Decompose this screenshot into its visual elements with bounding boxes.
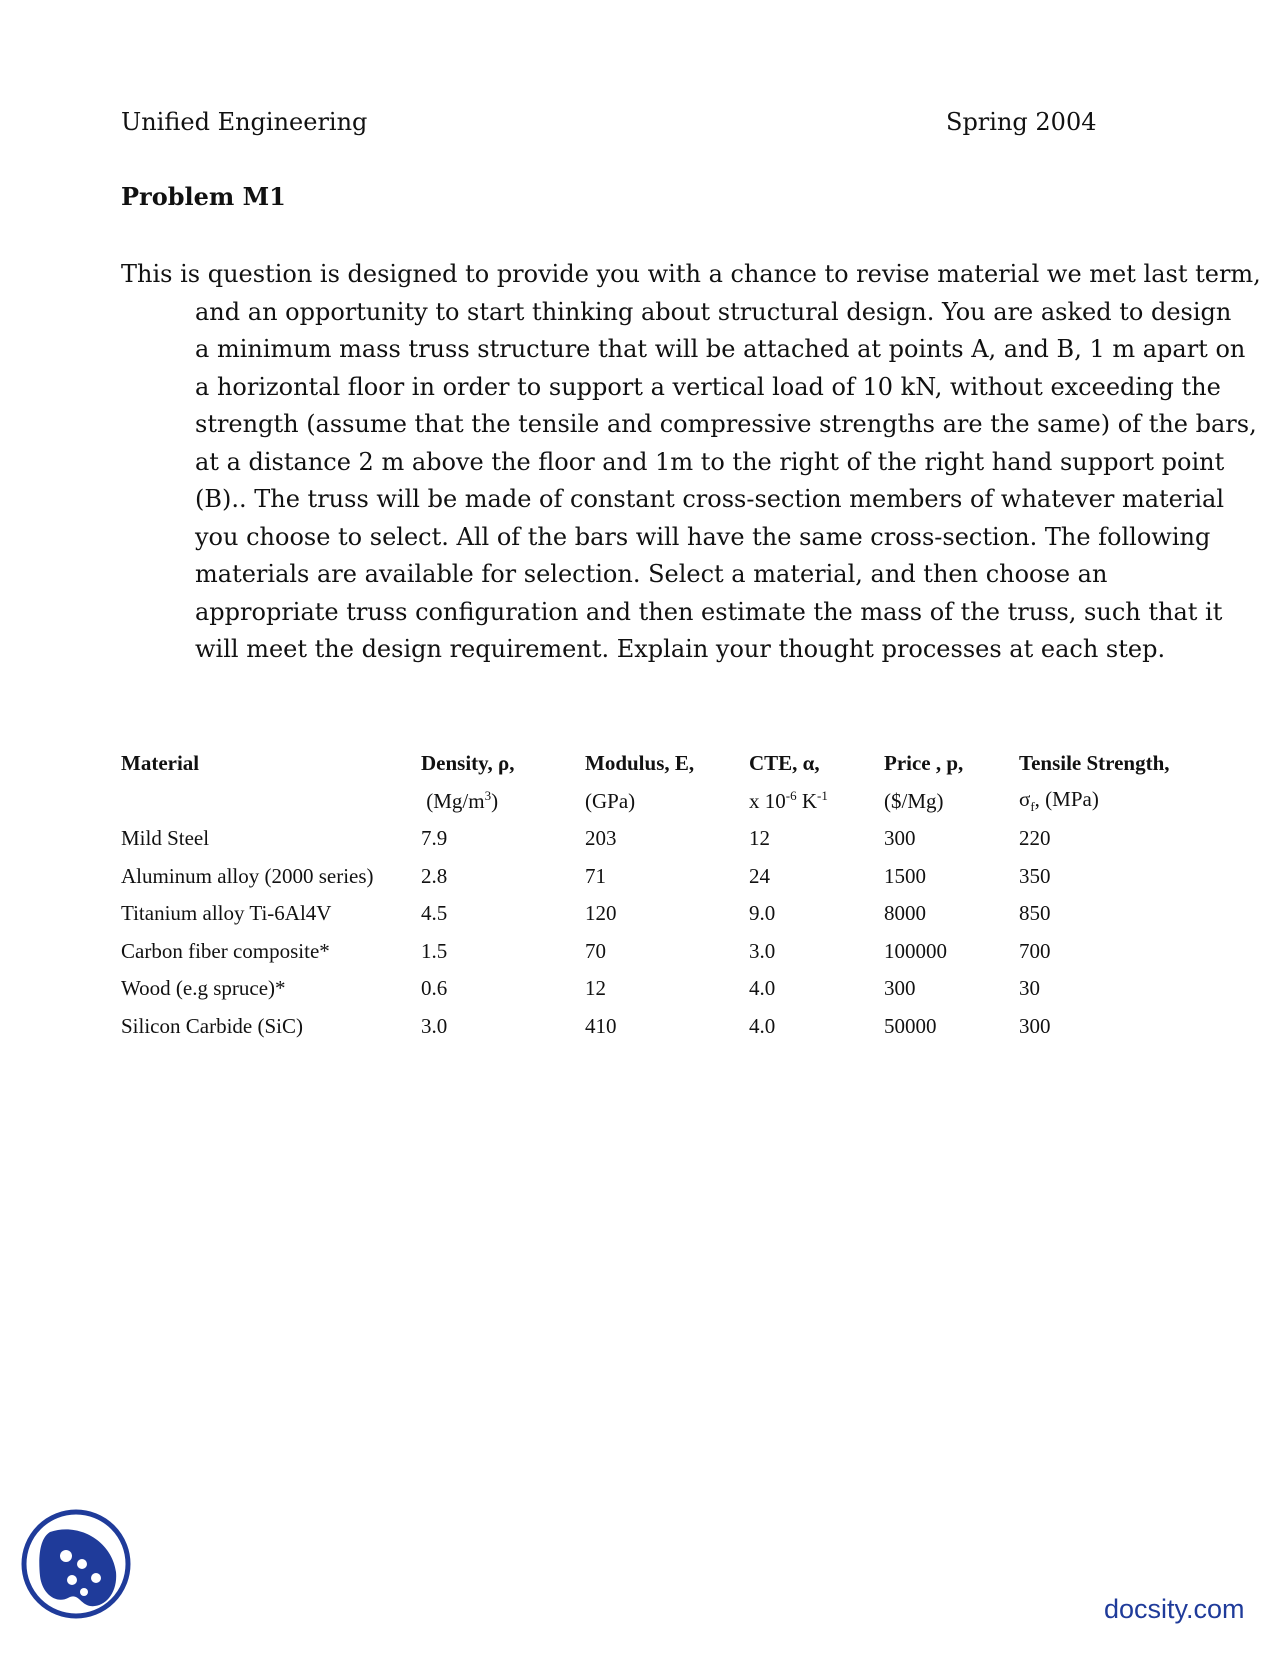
cell-strength: 220 bbox=[1019, 826, 1051, 851]
header-price: Price , p, bbox=[884, 751, 964, 776]
problem-statement bbox=[121, 256, 1261, 669]
problem-line: will meet the design requirement. Explain your thought processes at each step. bbox=[195, 635, 1166, 663]
table-row bbox=[121, 820, 1199, 858]
cell-density: 4.5 bbox=[421, 901, 448, 926]
problem-title: Problem M1 bbox=[121, 182, 286, 211]
cell-material: Carbon fiber composite* bbox=[121, 938, 330, 963]
problem-line: a horizontal floor in order to support a vertical load of 10 kN, without exceeding the bbox=[195, 372, 1221, 401]
cell-modulus: 410 bbox=[585, 1013, 617, 1038]
course-title: Unified Engineering bbox=[121, 108, 368, 136]
unit-strength: $\sigma_f$, (MPa) bbox=[1019, 787, 1099, 815]
table-row bbox=[121, 895, 1199, 933]
table-header-row bbox=[121, 745, 1199, 783]
problem-line: This is question is designed to provide you with a chance to revise material we met last term, bbox=[121, 260, 1261, 288]
unit-price: ($/Mg) bbox=[884, 788, 944, 813]
unit-modulus: (GPa) bbox=[585, 788, 636, 813]
cell-strength: 30 bbox=[1019, 976, 1040, 1001]
unit-density: $(Mg/m^3)$ bbox=[426, 788, 499, 814]
cell-modulus: 203 bbox=[585, 826, 617, 851]
cell-material: Wood (e.g spruce)* bbox=[121, 976, 286, 1001]
problem-line: a minimum mass truss structure that will be attached at points A, and B, 1 m apart on bbox=[195, 335, 1246, 363]
unit-material bbox=[121, 783, 421, 821]
unit-cte: x $10^{-6}$ $K^{-1}$ bbox=[749, 788, 828, 814]
cell-strength: 350 bbox=[1019, 863, 1051, 888]
cell-density: 7.9 bbox=[421, 826, 448, 851]
problem-line: at a distance 2 m above the floor and 1m to the right of the right hand support point bbox=[195, 447, 1225, 476]
cell-material: Aluminum alloy (2000 series) bbox=[121, 863, 374, 888]
header-strength: Tensile Strength, bbox=[1019, 751, 1170, 776]
cell-density: 3.0 bbox=[421, 1013, 448, 1038]
table-units-row bbox=[121, 783, 1199, 821]
docsity-logo-icon[interactable] bbox=[20, 1508, 132, 1620]
cell-price: 100000 bbox=[884, 938, 947, 963]
cell-cte: 3.0 bbox=[749, 938, 776, 963]
table-row bbox=[121, 933, 1199, 971]
cell-price: 50000 bbox=[884, 1013, 937, 1038]
materials-table bbox=[121, 745, 1199, 1045]
cell-cte: 24 bbox=[749, 863, 770, 888]
header-density: Density, ρ, bbox=[421, 751, 515, 776]
cell-material: Mild Steel bbox=[121, 826, 210, 851]
cell-price: 300 bbox=[884, 976, 916, 1001]
docsity-link[interactable]: docsity.com bbox=[1104, 1594, 1245, 1624]
problem-line: appropriate truss configuration and then estimate the mass of the truss, such that it bbox=[195, 597, 1223, 626]
cell-modulus: 120 bbox=[585, 901, 617, 926]
cell-cte: 4.0 bbox=[749, 1013, 776, 1038]
cell-density: 1.5 bbox=[421, 938, 448, 963]
cell-modulus: 71 bbox=[585, 863, 606, 888]
header-cte: CTE, α, bbox=[749, 751, 820, 776]
cell-strength: 850 bbox=[1019, 901, 1051, 926]
table-row bbox=[121, 1008, 1199, 1046]
table-row bbox=[121, 970, 1199, 1008]
cell-price: 1500 bbox=[884, 863, 926, 888]
cell-cte: 4.0 bbox=[749, 976, 776, 1001]
cell-modulus: 12 bbox=[585, 976, 606, 1001]
cell-strength: 700 bbox=[1019, 938, 1051, 963]
cell-price: 300 bbox=[884, 826, 916, 851]
header-material: Material bbox=[121, 751, 200, 776]
cell-material: Titanium alloy Ti-6Al4V bbox=[121, 901, 332, 926]
problem-line: strength (assume that the tensile and compressive strengths are the same) of the bars, bbox=[195, 410, 1257, 438]
cell-price: 8000 bbox=[884, 901, 926, 926]
cell-density: 2.8 bbox=[421, 863, 448, 888]
cell-density: 0.6 bbox=[421, 976, 448, 1001]
cell-cte: 12 bbox=[749, 826, 770, 851]
cell-strength: 300 bbox=[1019, 1013, 1051, 1038]
problem-line: you choose to select. All of the bars will have the same cross-section. The following bbox=[195, 522, 1211, 551]
cell-modulus: 70 bbox=[585, 938, 606, 963]
problem-line: materials are available for selection. Select a material, and then choose an bbox=[195, 560, 1108, 588]
cell-cte: 9.0 bbox=[749, 901, 776, 926]
table-row bbox=[121, 858, 1199, 896]
problem-line: (B).. The truss will be made of constant cross-section members of whatever material bbox=[195, 485, 1224, 513]
term-label: Spring 2004 bbox=[946, 108, 1097, 136]
problem-line: and an opportunity to start thinking about structural design. You are asked to design bbox=[195, 297, 1232, 326]
header-modulus: Modulus, E, bbox=[585, 751, 695, 776]
cell-material: Silicon Carbide (SiC) bbox=[121, 1013, 303, 1038]
